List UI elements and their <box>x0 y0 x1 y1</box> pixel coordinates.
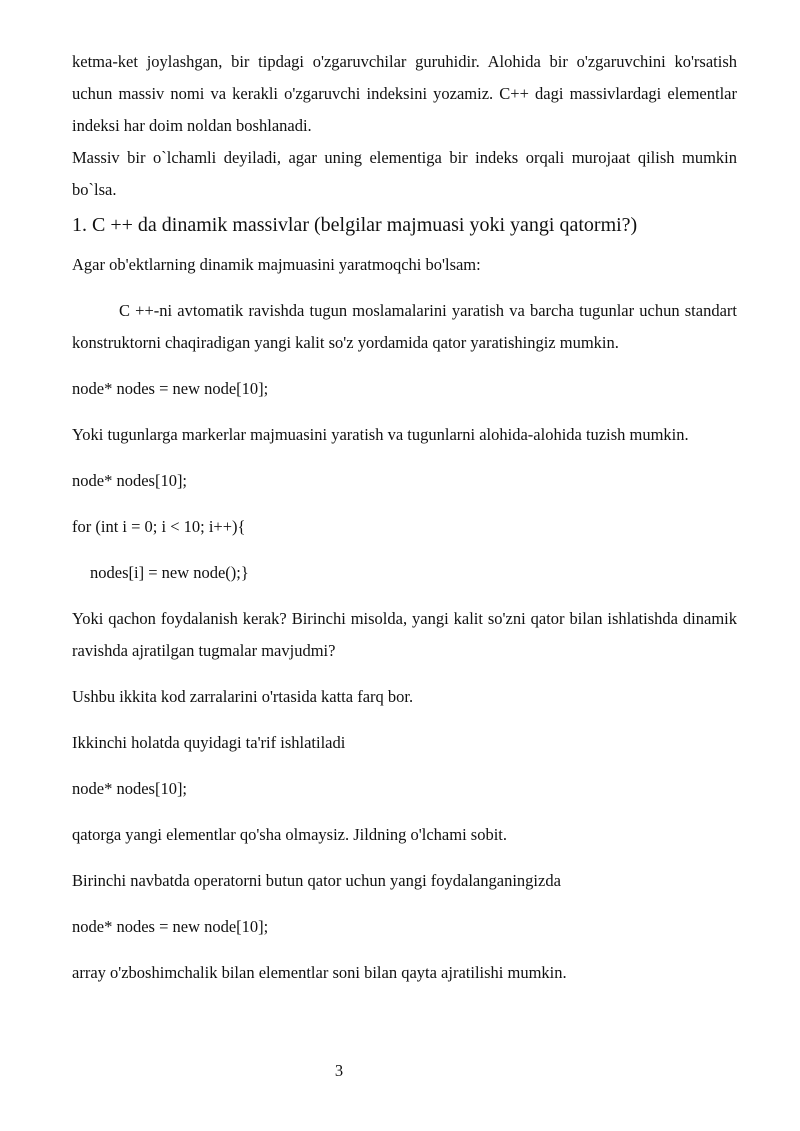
code-line-for-loop: for (int i = 0; i < 10; i++){ <box>72 517 246 536</box>
paragraph-reallocate: array o'zboshimchalik bilan elementlar soni bilan qayta ajratilishi mumkin. <box>72 963 567 982</box>
paragraph-first-case: Birinchi navbatda operatorni butun qator uchun yangi foydalanganingizda <box>72 871 561 890</box>
section-heading: 1. C ++ da dinamik massivlar (belgilar majmuasi yoki yangi qatormi?) <box>72 214 638 236</box>
code-line-fixed-array: node* nodes[10]; <box>72 779 188 798</box>
code-line-new-array: node* nodes = new node[10]; <box>72 379 269 398</box>
paragraph-second-case: Ikkinchi holatda quyidagi ta'rif ishlatiladi <box>72 733 346 752</box>
paragraph-intro: Agar ob'ektlarning dinamik majmuasini yaratmoqchi bo'lsam: <box>72 255 481 274</box>
code-line-pointer-array: node* nodes[10]; <box>72 471 188 490</box>
code-line-dynamic-array: node* nodes = new node[10]; <box>72 917 269 936</box>
document-page <box>72 46 737 989</box>
page-number: 3 <box>334 1061 344 1080</box>
paragraph-difference: Ushbu ikkita kod zarralarini o'rtasida katta farq bor. <box>72 687 414 706</box>
code-line-loop-body: nodes[i] = new node();} <box>90 563 249 582</box>
paragraph-question: Yoki qachon foydalanish kerak? Birinchi misolda, yangi kalit so'zni qator bilan ishlatishda dinamik ravishda ajratilgan tugmalar mavjudmi? <box>72 609 737 660</box>
paragraph-array-definition: ketma-ket joylashgan, bir tipdagi o'zgaruvchilar guruhidir. Alohida bir o'zgaruvchini ko'rsatish uchun massiv nomi va kerakli o'zgaruvchi indeksini yozamiz. C++ dagi massivlardagi elementlar indeksi har doim noldan boshlanadi. <box>72 52 737 135</box>
paragraph-pointer-array: Yoki tugunlarga markerlar majmuasini yaratish va tugunlarni alohida-alohida tuzish mumkin. <box>72 425 689 444</box>
paragraph-fixed-size: qatorga yangi elementlar qo'sha olmaysiz. Jildning o'lchami sobit. <box>72 825 508 844</box>
paragraph-one-dimensional: Massiv bir o`lchamli deyiladi, agar uning elementiga bir indeks orqali murojaat qilish mumkin bo`lsa. <box>72 148 737 199</box>
paragraph-new-keyword: C ++-ni avtomatik ravishda tugun moslamalarini yaratish va barcha tugunlar uchun standart konstruktorni chaqiradigan yangi kalit so'z yordamida qator yaratishingiz mumkin. <box>72 301 737 352</box>
